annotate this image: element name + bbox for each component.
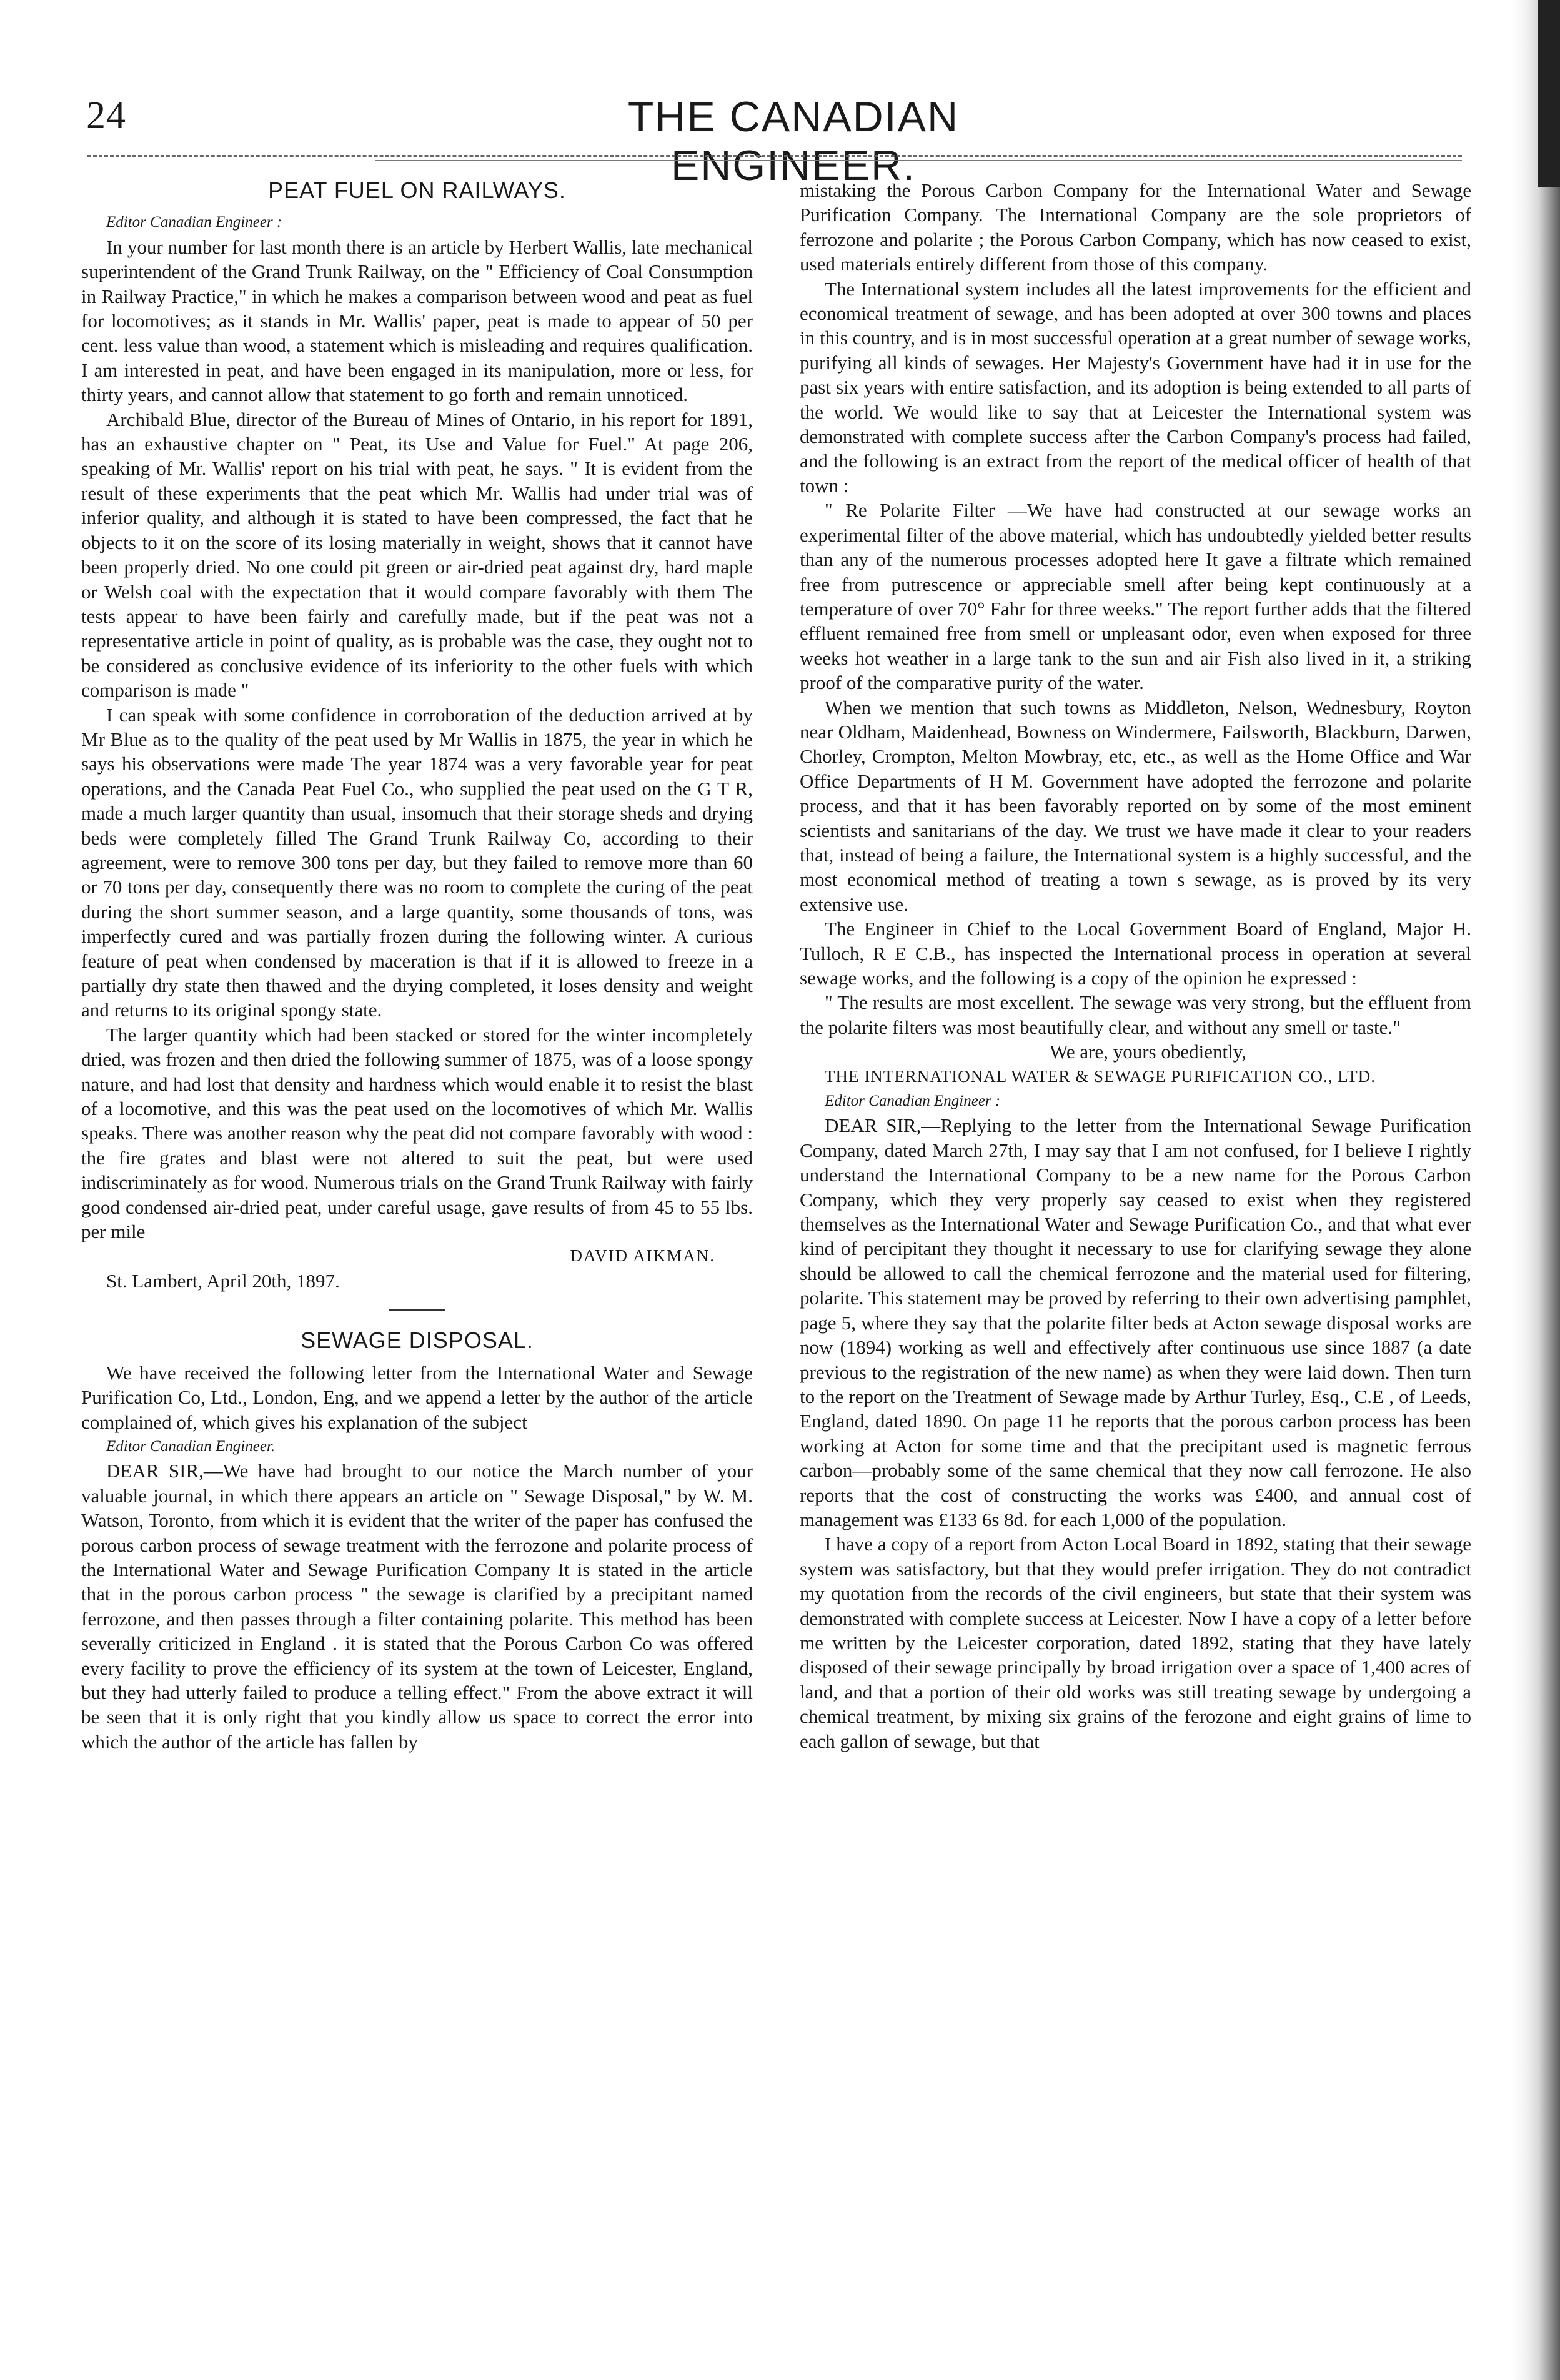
paragraph: " The results are most excellent. The sewage was very strong, but the effluent from the polarite filters was most beautifully clear, and without any smell or taste." bbox=[800, 991, 1471, 1038]
page-number: 24 bbox=[86, 94, 126, 137]
masthead-title: THE CANADIAN ENGINEER. bbox=[627, 93, 960, 189]
headline-peat-fuel: PEAT FUEL ON RAILWAYS. bbox=[268, 177, 566, 203]
signature-aikman: DAVID AIKMAN. bbox=[570, 1246, 715, 1266]
salutation-sewage: Editor Canadian Engineer. bbox=[106, 1437, 276, 1455]
paragraph: mistaking the Porous Carbon Company for the International Water and Sewage Purification Company. The International Company are the sole proprietors of ferrozone and polarite ; the Porous Carbon Company, which has now ceased to exist, used materials entirely different from those of this company. bbox=[800, 179, 1471, 275]
dateline: St. Lambert, April 20th, 1897. bbox=[106, 1269, 340, 1292]
paragraph: DEAR SIR,—We have had brought to our notice the March number of your valuable journal, in which there appears an article on " Sewage Disposal," by W. M. Watson, Toronto, from which it is evident that the writer of the paper has confused the porous carbon process of sewage treatment with the ferrozone and polarite process of the International Water and Sewage Purification Company It is stated in the article that in the porous carbon process " the sewage is clarified by a precipitant named ferrozone, and then passes through a filter containing polarite. This method has been severally criticized in England . it is stated that the Porous Carbon Co was offered every facility to prove the efficiency of its system at the town of Leicester, England, but they had utterly failed to produce a telling effect." From the above extract it will be seen that it is only right that you kindly allow us space to correct the error into which the author of the article has fallen by bbox=[81, 1460, 753, 1753]
salutation-reply: Editor Canadian Engineer : bbox=[825, 1093, 1001, 1110]
page-edge-shadow bbox=[1512, 0, 1560, 2380]
paragraph: " Re Polarite Filter —We have had constructed at our sewage works an experimental filter of the above material, which has undoubtedly yielded better results than any of the numerous processes adopted here It gave a filtrate which remained free from putrescence or appreciable smell after being kept continuously at a temperature of over 70° Fahr for three weeks." The report further adds that the filtered effluent remained free from smell or unpleasant odor, even when exposed for three weeks hot weather in a large tank to the sun and air Fish also lived in it, a striking proof of the comparative purity of the water. bbox=[800, 499, 1471, 694]
closing-line: We are, yours obediently, bbox=[1050, 1041, 1246, 1063]
paragraph: In your number for last month there is an article by Herbert Wallis, late mechanical superintendent of the Grand Trunk Railway, on the " Efficiency of Coal Consumption in Railway Practice," in which he makes a comparison between wood and peat as fuel for locomotives; as it stands in Mr. Wallis' paper, peat is made to appear of 50 per cent. less value than wood, a statement which is misleading and requires qualification. I am interested in peat, and have been engaged in its manipulation, more or less, for thirty years, and cannot allow that statement to go forth and remain unnoticed. bbox=[81, 236, 753, 406]
paragraph: The International system includes all the latest improvements for the efficient and economical treatment of sewage, and has been adopted at over 300 towns and places in this country, and is in most successful operation at a great number of sewage works, purifying all kinds of sewages. Her Majesty's Government have had it in use for the past six years with entire satisfaction, and its adoption is being extended to all parts of the world. We would like to say that at Leicester the International system was demonstrated with complete success after the Carbon Company's process had failed, and the following is an extract from the report of the medical officer of health of that town : bbox=[800, 277, 1471, 497]
header-rule-dashed bbox=[87, 155, 1462, 157]
headline-sewage-disposal: SEWAGE DISPOSAL. bbox=[301, 1327, 534, 1354]
salutation-peat: Editor Canadian Engineer : bbox=[106, 214, 282, 231]
binding-edge bbox=[1538, 0, 1560, 187]
paragraph: DEAR SIR,—Replying to the letter from the International Sewage Purification Company, dated March 27th, I may say that I am not confused, for I believe I rightly understand the International Company to be a new name for the Porous Carbon Company, which they very properly say ceased to exist when they registered themselves as the International Water and Sewage Purification Co., and that what ever kind of percipitant they thought it necessary to use for clarifying sewage they alone should be allowed to call the chemical ferrozone and the material used for filtering, polarite. This statement may be proved by referring to their own advertising pamphlet, page 5, where they say that the polarite filter beds at Acton sewage disposal works are now (1894) working as well and effectively after continuous use since 1887 (a date previous to the registration of the new name) as when they were laid down. Then turn to the report on the Treatment of Sewage made by Arthur Turley, Esq., C.E , of Leeds, England, dated 1890. On page 11 he reports that the porous carbon process has been working at Acton for some time and that the precipitant used is magnetic ferrous carbon—probably some of the same chemical that they now call ferrozone. He also reports that the cost of constructing the works was £400, and annual cost of management was £133 6s 8d. for each 1,000 of the population. bbox=[800, 1114, 1471, 1530]
paragraph: When we mention that such towns as Middleton, Nelson, Wednesbury, Royton near Oldham, Maidenhead, Bowness on Windermere, Failsworth, Blackburn, Darwen, Chorley, Crompton, Melton Mowbray, etc, etc., as well as the Home Office and War Office Departments of H M. Government have adopted the ferrozone and polarite process, and that it has been favorably reported on by some of the most eminent scientists and sanitarians of the day. We trust we have made it clear to your readers that, instead of being a failure, the International system is a highly successful, and the most economical method of treating a town s sewage, as is proved by its very extensive use. bbox=[800, 696, 1471, 915]
paragraph: The Engineer in Chief to the Local Government Board of England, Major H. Tulloch, R E C.B., has inspected the International process in operation at several sewage works, and the following is a copy of the opinion he expressed : bbox=[800, 918, 1471, 989]
left-column bbox=[81, 178, 753, 1754]
right-column bbox=[800, 178, 1471, 1753]
header-rule bbox=[375, 160, 1462, 161]
paragraph: Archibald Blue, director of the Bureau of Mines of Ontario, in his report for 1891, has an exhaustive chapter on " Peat, its Use and Value for Fuel." At page 206, speaking of Mr. Wallis' report on his trial with peat, he says. " It is evident from the result of these experiments that the peat which Mr. Wallis had under trial was of inferior quality, and although it is stated to have been compressed, the fact that he objects to it on the score of its losing materially in weight, shows that it cannot have been properly dried. No one could pit green or air-dried peat against dry, hard maple or Welsh coal with the expectation that it would compare favorably with them The tests appear to have been fairly and carefully made, but if the peat was not a representative article in point of quality, as is probable was the case, they ought not to be considered as conclusive evidence of its inferiority to the other fuels with which comparison is made " bbox=[81, 408, 753, 702]
paragraph: I can speak with some confidence in corroboration of the deduction arrived at by Mr Blue as to the quality of the peat used by Mr Wallis in 1875, the year in which he says his observations were made The year 1874 was a very favorable year for peat operations, and the Canada Peat Fuel Co., who supplied the peat used on the G T R, made a much larger quantity than usual, insomuch that their storage sheds and drying beds were completely filled The Grand Trunk Railway Co, according to their agreement, were to remove 300 tons per day, but they failed to remove more than 60 or 70 tons per day, consequently there was no room to complete the curing of the peat during the short summer season, and a large quantity, some thousands of tons, was imperfectly cured and was partially frozen during the following winter. A curious feature of peat when condensed by maceration is that if it is allowed to freeze in a partially dry state then thawed and the drying completed, it loses density and weight and returns to its original spongy state. bbox=[81, 703, 753, 1021]
company-signature: THE INTERNATIONAL WATER & SEWAGE PURIFICATION CO., LTD. bbox=[825, 1066, 1376, 1086]
paragraph: The larger quantity which had been stacked or stored for the winter incompletely dried, was frozen and then dried the following summer of 1875, was of a loose spongy nature, and had lost that density and hardness which would enable it to resist the blast of a locomotive, and this was the peat used on the locomotives of which Mr. Wallis speaks. There was another reason why the peat did not compare favorably with wood : the fire grates and blast were not altered to suit the peat, but were used indiscriminately as for wood. Numerous trials on the Grand Trunk Railway with fairly good condensed air-dried peat, under careful usage, gave results of from 45 to 55 lbs. per mile bbox=[81, 1023, 753, 1243]
paragraph: We have received the following letter from the International Water and Sewage Purification Co, Ltd., London, Eng, and we append a letter by the author of the article complained of, which gives his explanation of the subject bbox=[81, 1361, 753, 1433]
paragraph: I have a copy of a report from Acton Local Board in 1892, stating that their sewage system was satisfactory, but that they would prefer irrigation. They do not contradict my quotation from the records of the civil engineers, but state that their system was demonstrated with complete success at Leicester. Now I have a copy of a letter before me written by the Leicester corporation, dated 1892, stating that they have lately disposed of their sewage principally by broad irrigation over a space of 1,400 acres of land, and that a portion of their old works was still treating sewage by undergoing a chemical treatment, by mixing six grains of the ferozone and eight grains of lime to each gallon of sewage, but that bbox=[800, 1533, 1471, 1752]
section-divider bbox=[389, 1309, 445, 1311]
